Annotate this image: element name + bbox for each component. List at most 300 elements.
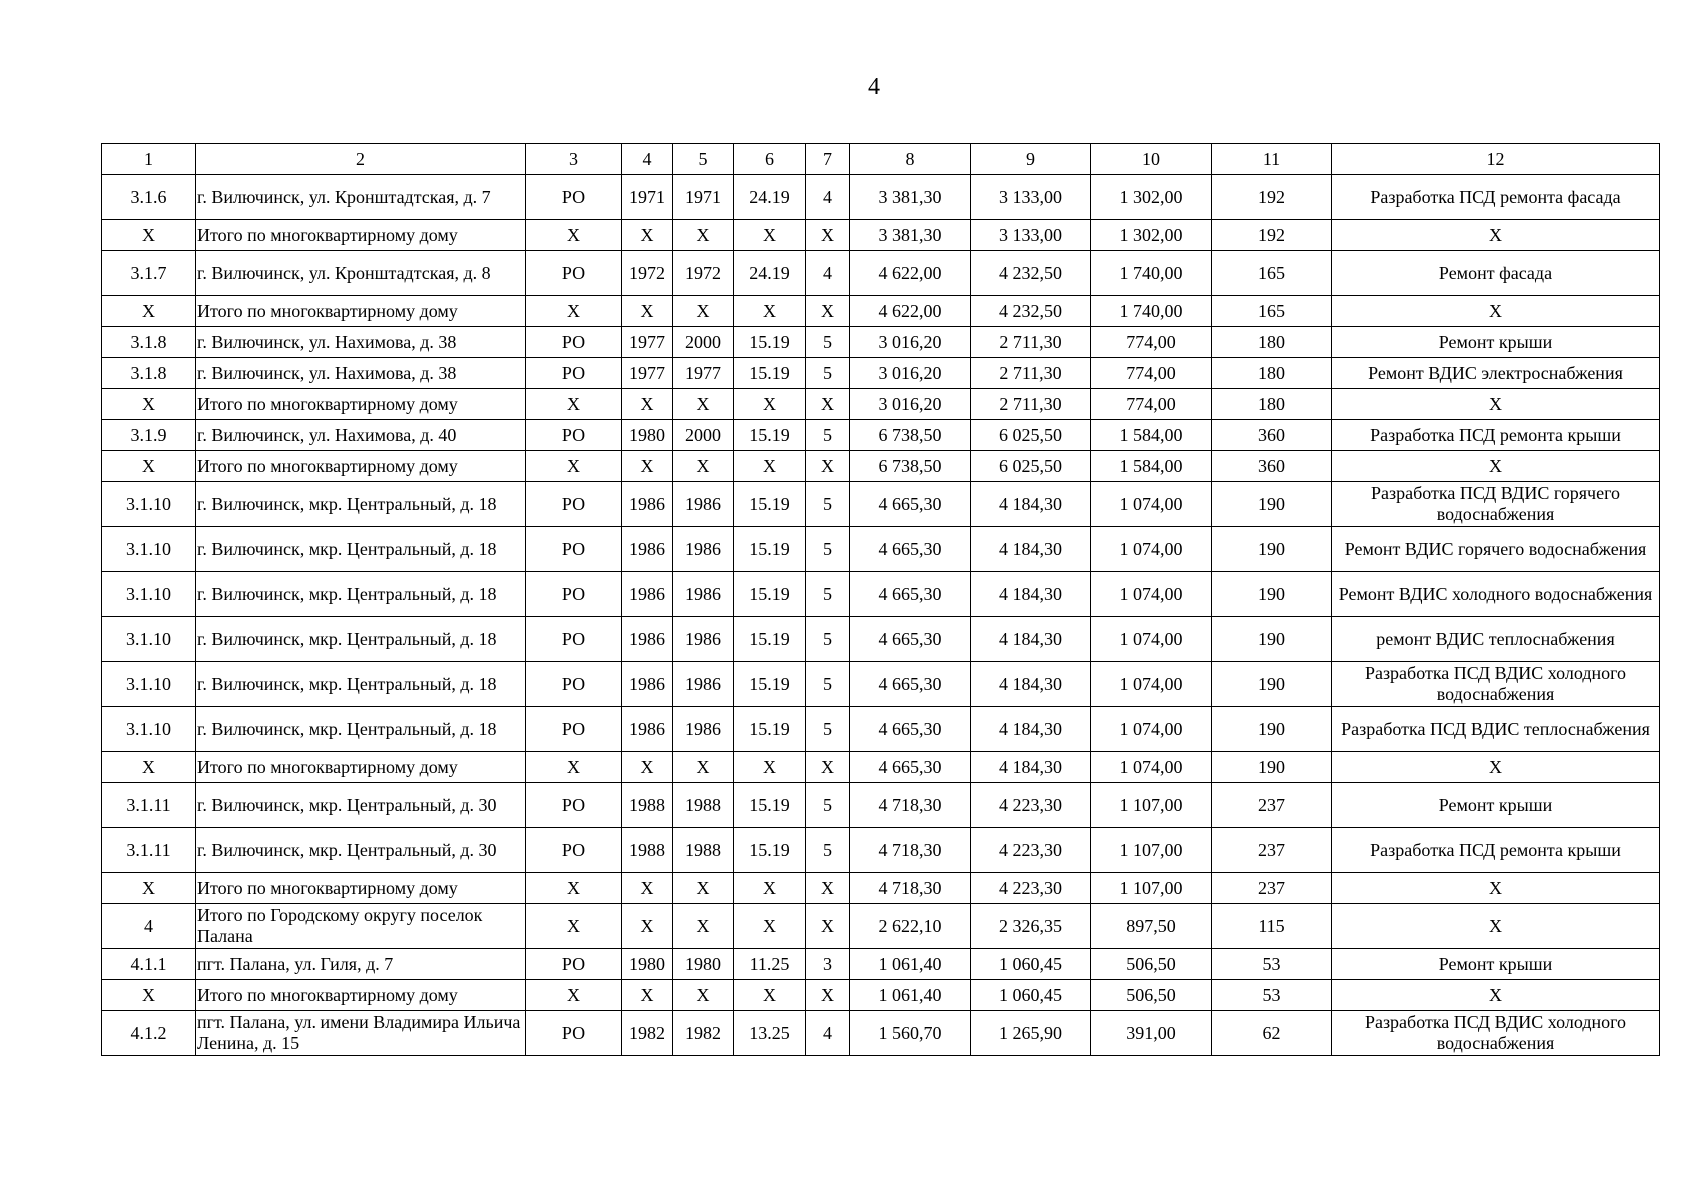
residents-cell: 165 [1212,251,1332,296]
floors-cell: 3 [806,949,850,980]
owner-type-cell: РО [526,783,622,828]
total-area-cell: 4 665,30 [850,617,971,662]
wall-material-cell: 15.19 [734,707,806,752]
address-cell: пгт. Палана, ул. имени Владимира Ильича Ленина, д. 15 [196,1011,526,1056]
row-number-cell: 3.1.10 [102,662,196,707]
nonliving-area-cell: 774,00 [1091,389,1212,420]
year-built-cell: 1972 [622,251,673,296]
owner-type-cell: РО [526,1011,622,1056]
year-built-cell: 1971 [622,175,673,220]
owner-type-cell: РО [526,420,622,451]
year-commissioned-cell: 1977 [673,358,734,389]
table-row [102,451,1660,482]
row-number-cell: 3.1.10 [102,617,196,662]
floors-cell: 5 [806,420,850,451]
year-built-cell: 1986 [622,527,673,572]
year-built-cell: 1988 [622,828,673,873]
floors-cell: 5 [806,828,850,873]
header-row [102,144,1660,175]
row-number-cell: 4.1.2 [102,1011,196,1056]
wall-material-cell: X [734,752,806,783]
table-row [102,482,1660,527]
address-cell: Итого по многоквартирному дому [196,220,526,251]
table-row [102,327,1660,358]
row-number-cell: X [102,296,196,327]
owner-type-cell: РО [526,707,622,752]
address-cell: Итого по Городскому округу поселок Палана [196,904,526,949]
total-area-cell: 4 665,30 [850,527,971,572]
work-type-cell: Ремонт ВДИС холодного водоснабжения [1332,572,1660,617]
residents-cell: 360 [1212,420,1332,451]
owner-type-cell: X [526,296,622,327]
wall-material-cell: X [734,296,806,327]
living-area-cell: 4 232,50 [971,251,1091,296]
row-number-cell: 3.1.10 [102,482,196,527]
table-row [102,949,1660,980]
column-header: 8 [850,144,971,175]
living-area-cell: 4 184,30 [971,662,1091,707]
year-commissioned-cell: X [673,752,734,783]
wall-material-cell: 15.19 [734,662,806,707]
year-commissioned-cell: X [673,451,734,482]
owner-type-cell: РО [526,572,622,617]
row-number-cell: 3.1.11 [102,783,196,828]
floors-cell: 4 [806,1011,850,1056]
table-row [102,572,1660,617]
owner-type-cell: X [526,873,622,904]
nonliving-area-cell: 774,00 [1091,327,1212,358]
living-area-cell: 1 265,90 [971,1011,1091,1056]
work-type-cell: Ремонт ВДИС горячего водоснабжения [1332,527,1660,572]
year-commissioned-cell: 1986 [673,527,734,572]
table-row [102,220,1660,251]
work-type-cell: X [1332,980,1660,1011]
year-built-cell: 1977 [622,327,673,358]
total-area-cell: 4 665,30 [850,482,971,527]
floors-cell: X [806,752,850,783]
nonliving-area-cell: 1 074,00 [1091,617,1212,662]
year-built-cell: 1986 [622,572,673,617]
year-commissioned-cell: 1986 [673,482,734,527]
residents-cell: 190 [1212,482,1332,527]
floors-cell: 5 [806,707,850,752]
year-built-cell: 1988 [622,783,673,828]
table-row [102,873,1660,904]
living-area-cell: 3 133,00 [971,175,1091,220]
living-area-cell: 4 184,30 [971,482,1091,527]
total-area-cell: 3 016,20 [850,358,971,389]
owner-type-cell: X [526,451,622,482]
address-cell: пгт. Палана, ул. Гиля, д. 7 [196,949,526,980]
wall-material-cell: X [734,389,806,420]
total-area-cell: 3 016,20 [850,389,971,420]
work-type-cell: Ремонт крыши [1332,327,1660,358]
address-cell: г. Вилючинск, ул. Нахимова, д. 38 [196,358,526,389]
work-type-cell: X [1332,389,1660,420]
address-cell: г. Вилючинск, ул. Кронштадтская, д. 8 [196,251,526,296]
work-type-cell: Разработка ПСД ВДИС горячего водоснабжения [1332,482,1660,527]
row-number-cell: 3.1.9 [102,420,196,451]
floors-cell: X [806,220,850,251]
work-type-cell: X [1332,873,1660,904]
address-cell: Итого по многоквартирному дому [196,389,526,420]
row-number-cell: 3.1.10 [102,527,196,572]
row-number-cell: 3.1.7 [102,251,196,296]
residents-cell: 180 [1212,389,1332,420]
nonliving-area-cell: 1 074,00 [1091,527,1212,572]
residents-cell: 190 [1212,752,1332,783]
address-cell: Итого по многоквартирному дому [196,296,526,327]
living-area-cell: 4 184,30 [971,707,1091,752]
year-commissioned-cell: 1971 [673,175,734,220]
total-area-cell: 2 622,10 [850,904,971,949]
year-commissioned-cell: 1972 [673,251,734,296]
residents-cell: 237 [1212,873,1332,904]
table-row [102,358,1660,389]
living-area-cell: 4 223,30 [971,783,1091,828]
nonliving-area-cell: 1 074,00 [1091,707,1212,752]
year-built-cell: X [622,389,673,420]
residents-cell: 180 [1212,327,1332,358]
address-cell: Итого по многоквартирному дому [196,980,526,1011]
owner-type-cell: РО [526,251,622,296]
work-type-cell: Разработка ПСД ремонта крыши [1332,420,1660,451]
column-header: 6 [734,144,806,175]
floors-cell: 5 [806,327,850,358]
owner-type-cell: X [526,389,622,420]
nonliving-area-cell: 774,00 [1091,358,1212,389]
column-header: 9 [971,144,1091,175]
wall-material-cell: X [734,220,806,251]
work-type-cell: Ремонт фасада [1332,251,1660,296]
wall-material-cell: 15.19 [734,572,806,617]
address-cell: г. Вилючинск, мкр. Центральный, д. 18 [196,662,526,707]
column-header: 3 [526,144,622,175]
year-commissioned-cell: X [673,904,734,949]
owner-type-cell: РО [526,527,622,572]
residents-cell: 237 [1212,828,1332,873]
row-number-cell: X [102,980,196,1011]
nonliving-area-cell: 506,50 [1091,980,1212,1011]
row-number-cell: 3.1.8 [102,327,196,358]
year-built-cell: 1986 [622,617,673,662]
floors-cell: 5 [806,482,850,527]
row-number-cell: 4 [102,904,196,949]
residents-cell: 192 [1212,220,1332,251]
floors-cell: 5 [806,617,850,662]
column-header: 2 [196,144,526,175]
owner-type-cell: X [526,220,622,251]
year-built-cell: 1980 [622,949,673,980]
row-number-cell: X [102,389,196,420]
work-type-cell: Разработка ПСД ВДИС теплоснабжения [1332,707,1660,752]
nonliving-area-cell: 1 107,00 [1091,828,1212,873]
year-commissioned-cell: X [673,296,734,327]
wall-material-cell: X [734,904,806,949]
year-commissioned-cell: 1988 [673,828,734,873]
table-row [102,175,1660,220]
total-area-cell: 4 665,30 [850,662,971,707]
address-cell: Итого по многоквартирному дому [196,752,526,783]
wall-material-cell: 13.25 [734,1011,806,1056]
year-commissioned-cell: 1986 [673,662,734,707]
total-area-cell: 1 061,40 [850,949,971,980]
work-type-cell: Разработка ПСД ремонта крыши [1332,828,1660,873]
year-commissioned-cell: X [673,389,734,420]
column-header: 5 [673,144,734,175]
address-cell: г. Вилючинск, мкр. Центральный, д. 18 [196,617,526,662]
floors-cell: 5 [806,783,850,828]
row-number-cell: 3.1.6 [102,175,196,220]
year-commissioned-cell: 1980 [673,949,734,980]
nonliving-area-cell: 506,50 [1091,949,1212,980]
owner-type-cell: РО [526,482,622,527]
residents-cell: 190 [1212,527,1332,572]
residents-cell: 237 [1212,783,1332,828]
living-area-cell: 4 184,30 [971,617,1091,662]
residents-cell: 165 [1212,296,1332,327]
wall-material-cell: X [734,873,806,904]
row-number-cell: 4.1.1 [102,949,196,980]
residents-cell: 53 [1212,949,1332,980]
work-type-cell: X [1332,220,1660,251]
owner-type-cell: X [526,980,622,1011]
residents-cell: 192 [1212,175,1332,220]
table-row [102,617,1660,662]
table-row [102,980,1660,1011]
table-row [102,904,1660,949]
data-table [101,143,1660,1056]
total-area-cell: 6 738,50 [850,451,971,482]
floors-cell: 4 [806,175,850,220]
floors-cell: 5 [806,572,850,617]
year-built-cell: X [622,980,673,1011]
work-type-cell: X [1332,451,1660,482]
table-row [102,527,1660,572]
wall-material-cell: 15.19 [734,828,806,873]
nonliving-area-cell: 391,00 [1091,1011,1212,1056]
owner-type-cell: РО [526,949,622,980]
address-cell: г. Вилючинск, мкр. Центральный, д. 30 [196,828,526,873]
work-type-cell: Разработка ПСД ремонта фасада [1332,175,1660,220]
owner-type-cell: X [526,904,622,949]
residents-cell: 190 [1212,617,1332,662]
total-area-cell: 1 560,70 [850,1011,971,1056]
total-area-cell: 3 016,20 [850,327,971,358]
year-built-cell: 1977 [622,358,673,389]
wall-material-cell: 15.19 [734,420,806,451]
total-area-cell: 4 665,30 [850,707,971,752]
nonliving-area-cell: 1 074,00 [1091,482,1212,527]
column-header: 1 [102,144,196,175]
wall-material-cell: 15.19 [734,358,806,389]
residents-cell: 190 [1212,662,1332,707]
year-commissioned-cell: X [673,220,734,251]
work-type-cell: Ремонт крыши [1332,949,1660,980]
row-number-cell: X [102,451,196,482]
address-cell: Итого по многоквартирному дому [196,451,526,482]
year-commissioned-cell: 1986 [673,707,734,752]
floors-cell: X [806,296,850,327]
total-area-cell: 4 718,30 [850,873,971,904]
living-area-cell: 4 223,30 [971,828,1091,873]
floors-cell: X [806,873,850,904]
year-commissioned-cell: X [673,980,734,1011]
address-cell: г. Вилючинск, ул. Нахимова, д. 40 [196,420,526,451]
wall-material-cell: X [734,451,806,482]
total-area-cell: 4 622,00 [850,296,971,327]
year-built-cell: 1986 [622,707,673,752]
living-area-cell: 6 025,50 [971,451,1091,482]
year-commissioned-cell: X [673,873,734,904]
row-number-cell: 3.1.10 [102,707,196,752]
living-area-cell: 1 060,45 [971,980,1091,1011]
total-area-cell: 1 061,40 [850,980,971,1011]
row-number-cell: 3.1.11 [102,828,196,873]
residents-cell: 115 [1212,904,1332,949]
residents-cell: 190 [1212,572,1332,617]
row-number-cell: X [102,873,196,904]
floors-cell: X [806,904,850,949]
total-area-cell: 4 718,30 [850,828,971,873]
table-row [102,389,1660,420]
owner-type-cell: РО [526,327,622,358]
year-built-cell: 1986 [622,482,673,527]
year-commissioned-cell: 2000 [673,327,734,358]
living-area-cell: 4 223,30 [971,873,1091,904]
living-area-cell: 2 711,30 [971,327,1091,358]
residents-cell: 180 [1212,358,1332,389]
living-area-cell: 2 711,30 [971,358,1091,389]
floors-cell: 5 [806,358,850,389]
floors-cell: 5 [806,662,850,707]
year-commissioned-cell: 1982 [673,1011,734,1056]
work-type-cell: X [1332,752,1660,783]
column-header: 12 [1332,144,1660,175]
living-area-cell: 2 326,35 [971,904,1091,949]
living-area-cell: 6 025,50 [971,420,1091,451]
year-commissioned-cell: 1986 [673,617,734,662]
wall-material-cell: 24.19 [734,175,806,220]
wall-material-cell: 15.19 [734,327,806,358]
year-commissioned-cell: 1988 [673,783,734,828]
table-row [102,1011,1660,1056]
address-cell: г. Вилючинск, мкр. Центральный, д. 18 [196,482,526,527]
work-type-cell: X [1332,904,1660,949]
address-cell: г. Вилючинск, ул. Нахимова, д. 38 [196,327,526,358]
year-built-cell: X [622,451,673,482]
work-type-cell: Разработка ПСД ВДИС холодного водоснабжения [1332,662,1660,707]
living-area-cell: 4 184,30 [971,752,1091,783]
floors-cell: 4 [806,251,850,296]
residents-cell: 360 [1212,451,1332,482]
owner-type-cell: РО [526,175,622,220]
total-area-cell: 3 381,30 [850,220,971,251]
nonliving-area-cell: 1 740,00 [1091,296,1212,327]
year-built-cell: 1986 [622,662,673,707]
year-commissioned-cell: 2000 [673,420,734,451]
year-built-cell: X [622,904,673,949]
residents-cell: 53 [1212,980,1332,1011]
nonliving-area-cell: 1 584,00 [1091,451,1212,482]
work-type-cell: Ремонт ВДИС электроснабжения [1332,358,1660,389]
living-area-cell: 4 184,30 [971,572,1091,617]
year-built-cell: 1980 [622,420,673,451]
work-type-cell: Ремонт крыши [1332,783,1660,828]
address-cell: г. Вилючинск, мкр. Центральный, д. 18 [196,527,526,572]
column-header: 11 [1212,144,1332,175]
owner-type-cell: РО [526,358,622,389]
wall-material-cell: X [734,980,806,1011]
nonliving-area-cell: 897,50 [1091,904,1212,949]
total-area-cell: 3 381,30 [850,175,971,220]
residents-cell: 62 [1212,1011,1332,1056]
nonliving-area-cell: 1 584,00 [1091,420,1212,451]
living-area-cell: 2 711,30 [971,389,1091,420]
total-area-cell: 4 622,00 [850,251,971,296]
address-cell: г. Вилючинск, мкр. Центральный, д. 30 [196,783,526,828]
total-area-cell: 4 665,30 [850,752,971,783]
nonliving-area-cell: 1 302,00 [1091,175,1212,220]
page-number: 4 [868,74,880,100]
nonliving-area-cell: 1 107,00 [1091,873,1212,904]
year-built-cell: X [622,296,673,327]
total-area-cell: 4 665,30 [850,572,971,617]
nonliving-area-cell: 1 074,00 [1091,662,1212,707]
address-cell: г. Вилючинск, мкр. Центральный, д. 18 [196,707,526,752]
nonliving-area-cell: 1 074,00 [1091,572,1212,617]
owner-type-cell: РО [526,828,622,873]
wall-material-cell: 15.19 [734,527,806,572]
owner-type-cell: X [526,752,622,783]
row-number-cell: 3.1.8 [102,358,196,389]
work-type-cell: Разработка ПСД ВДИС холодного водоснабжения [1332,1011,1660,1056]
row-number-cell: X [102,752,196,783]
living-area-cell: 4 184,30 [971,527,1091,572]
wall-material-cell: 15.19 [734,482,806,527]
floors-cell: X [806,980,850,1011]
work-type-cell: ремонт ВДИС теплоснабжения [1332,617,1660,662]
work-type-cell: X [1332,296,1660,327]
table-row [102,783,1660,828]
column-header: 10 [1091,144,1212,175]
row-number-cell: 3.1.10 [102,572,196,617]
table-row [102,251,1660,296]
total-area-cell: 6 738,50 [850,420,971,451]
owner-type-cell: РО [526,617,622,662]
nonliving-area-cell: 1 107,00 [1091,783,1212,828]
living-area-cell: 4 232,50 [971,296,1091,327]
year-built-cell: X [622,220,673,251]
year-built-cell: X [622,752,673,783]
year-built-cell: X [622,873,673,904]
wall-material-cell: 15.19 [734,617,806,662]
row-number-cell: X [102,220,196,251]
nonliving-area-cell: 1 074,00 [1091,752,1212,783]
table-row [102,662,1660,707]
year-commissioned-cell: 1986 [673,572,734,617]
nonliving-area-cell: 1 302,00 [1091,220,1212,251]
owner-type-cell: РО [526,662,622,707]
floors-cell: X [806,389,850,420]
living-area-cell: 1 060,45 [971,949,1091,980]
column-header: 7 [806,144,850,175]
living-area-cell: 3 133,00 [971,220,1091,251]
wall-material-cell: 24.19 [734,251,806,296]
table-row [102,707,1660,752]
address-cell: г. Вилючинск, ул. Кронштадтская, д. 7 [196,175,526,220]
wall-material-cell: 11.25 [734,949,806,980]
